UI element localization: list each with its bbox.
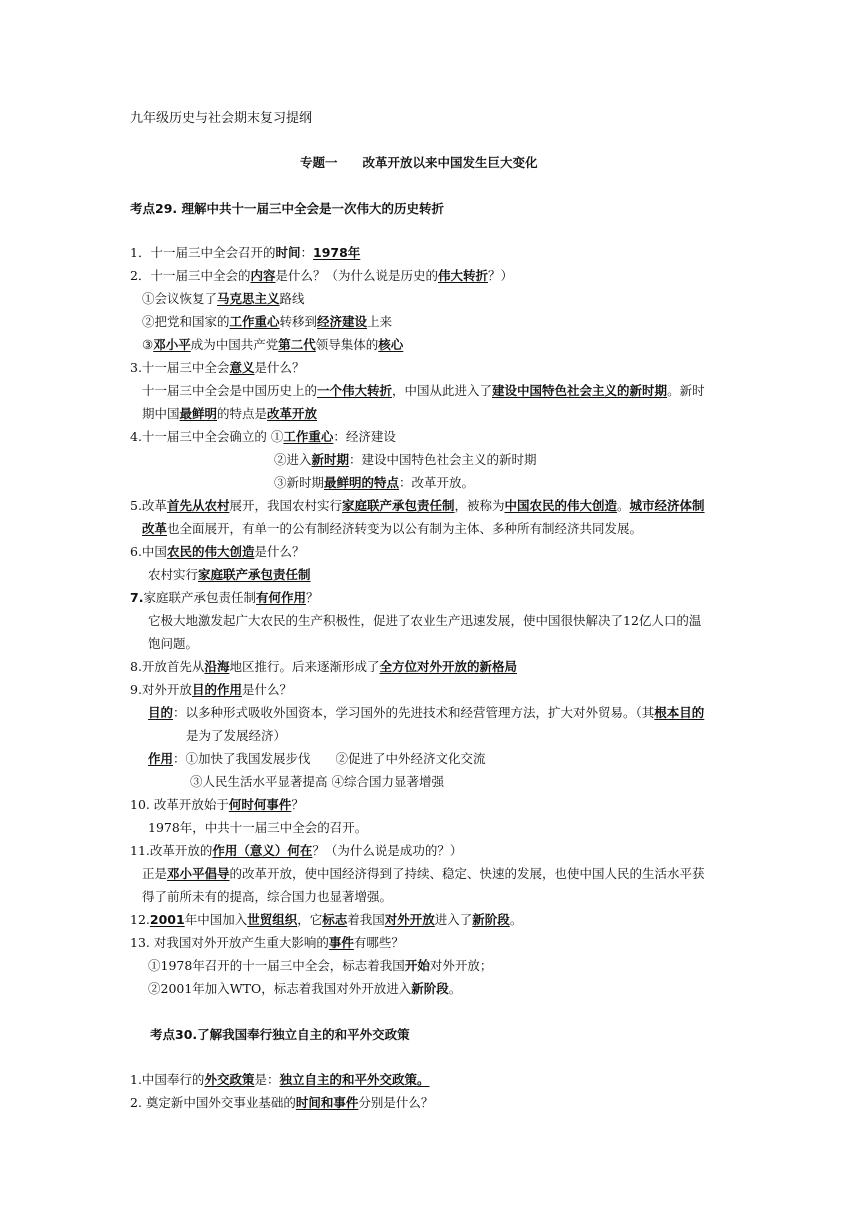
kp29-q9-effect-line-1: 作用：①加快了我国发展步伐 ②促进了中外经济文化交流 (148, 751, 486, 766)
kp29-q12: 12.2001年中国加入世贸组织，它标志着我国对外开放进入了新阶段。 (130, 912, 523, 927)
kp29-q10-answer: 1978年，中共十一届三中全会的召开。 (148, 820, 368, 835)
kp29-q5-line-2: 改革也全面展开，有单一的公有制经济转变为以公有制为主体、多种所有制经济共同发展。 (142, 521, 643, 536)
kp29-heading: 考点29. 理解中共十一届三中全会是一次伟大的历史转折 (130, 201, 444, 216)
kp29-q3-answer-line-1: 十一届三中全会是中国历史上的一个伟大转折，中国从此进入了建设中国特色社会主义的新时期。新时 (142, 383, 705, 398)
kp29-q7-answer-line-2: 饱问题。 (148, 636, 199, 651)
kp30-q2: 2. 奠定新中国外交事业基础的时间和事件分别是什么？ (130, 1095, 434, 1110)
kp29-q1: 1．十一届三中全会召开的时间：1978年 (130, 245, 361, 260)
kp29-q2-item-3: ③邓小平成为中国共产党第二代领导集体的核心 (142, 337, 404, 352)
kp29-q13: 13. 对我国对外开放产生重大影响的事件有哪些？ (130, 935, 404, 950)
kp29-q7: 7.家庭联产承包责任制有何作用？ (130, 590, 319, 605)
kp29-q2-item-2: ②把党和国家的工作重心转移到经济建设上来 (142, 314, 393, 329)
kp29-q5-line-1: 5.改革首先从农村展开，我国农村实行家庭联产承包责任制，被称为中国农民的伟大创造。城市经济体制 (130, 498, 705, 513)
kp29-q8: 8.开放首先从沿海地区推行。后来逐渐形成了全方位对外开放的新格局 (130, 659, 517, 674)
kp29-q4-line-2: ②进入新时期：建设中国特色社会主义的新时期 (274, 452, 537, 467)
kp29-q9-goal-line-1: 目的：以多种形式吸收外国资本，学习国外的先进技术和经营管理方法，扩大对外贸易。（其根本目的 (148, 705, 705, 720)
kp29-q4-line-3: ③新时期最鲜明的特点：改革开放。 (274, 475, 475, 490)
kp29-q11: 11.改革开放的作用（意义）何在？（为什么说是成功的？） (130, 843, 463, 858)
kp29-q7-answer-line-1: 它极大地激发起广大农民的生产积极性，促进了农业生产迅速发展，使中国很快解决了12亿人口的温 (148, 613, 702, 628)
kp29-q2: 2．十一届三中全会的内容是什么？（为什么说是历史的伟大转折？） (130, 268, 514, 283)
kp29-q11-answer-line-2: 得了前所未有的提高，综合国力也显著增强。 (142, 889, 393, 904)
kp30-heading: 考点30.了解我国奉行独立自主的和平外交政策 (150, 1027, 410, 1042)
kp29-q9-effect-line-2: ③人民生活水平显著提高 ④综合国力显著增强 (190, 774, 444, 789)
kp29-q6-answer: 农村实行家庭联产承包责任制 (148, 567, 311, 582)
kp30-q1: 1.中国奉行的外交政策是：独立自主的和平外交政策。 (130, 1072, 430, 1087)
kp29-q11-answer-line-1: 正是邓小平倡导的改革开放，使中国经济得到了持续、稳定、快速的发展，也使中国人民的生活水平获 (142, 866, 705, 881)
document-title: 九年级历史与社会期末复习提纲 (130, 111, 313, 126)
kp29-q6: 6.中国农民的伟大创造是什么？ (130, 544, 305, 559)
kp29-q9: 9.对外开放目的作用是什么？ (130, 682, 292, 697)
topic-heading: 专题一 改革开放以来中国发生巨大变化 (300, 155, 538, 170)
kp29-q2-item-1: ①会议恢复了马克思主义路线 (142, 291, 305, 306)
kp29-q4: 4.十一届三中全会确立的 ①工作重心：经济建设 (130, 429, 396, 444)
kp29-q3-answer-line-2: 期中国最鲜明的特点是改革开放 (142, 406, 318, 421)
kp29-q3: 3.十一届三中全会意义是什么？ (130, 360, 305, 375)
kp29-q10: 10. 改革开放始于何时何事件？ (130, 797, 304, 812)
kp29-q13-answer-line-1: ①1978年召开的十一届三中全会，标志着我国开始对外开放； (148, 958, 493, 973)
kp29-q9-goal-line-2: 是为了发展经济） (186, 728, 287, 743)
kp29-q13-answer-line-2: ②2001年加入WTO，标志着我国对外开放进入新阶段。 (148, 981, 462, 996)
